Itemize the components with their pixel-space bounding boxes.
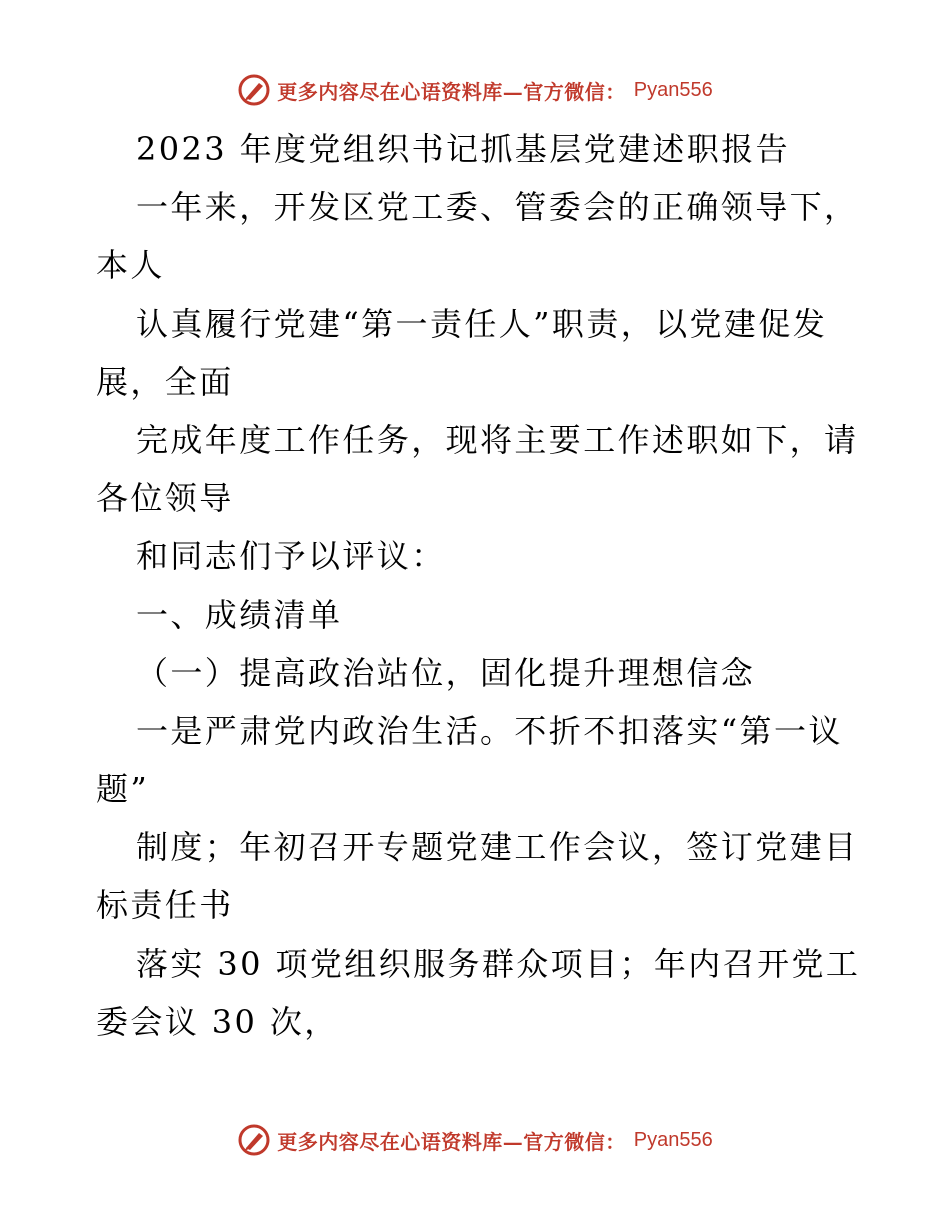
report-title: 2023 年度党组织书记抓基层党建述职报告: [136, 130, 791, 168]
subsection-heading: （一）提高政治站位，固化提升理想信念: [136, 653, 756, 692]
text-line: 标责任书: [96, 886, 234, 925]
document-body: [96, 120, 866, 1051]
text-line: 题”: [96, 770, 150, 809]
text-line: 和同志们予以评议：: [136, 537, 446, 576]
text-line: 一年来，开发区党工委、管委会的正确领导下，: [136, 188, 859, 227]
footer-watermark: [0, 1122, 950, 1158]
section-heading: 一、成绩清单: [136, 595, 343, 634]
text-line: 完成年度工作任务，现将主要工作述职如下，请: [136, 420, 859, 459]
text-line: 本人: [96, 246, 165, 285]
text-line: 各位领导: [96, 479, 234, 518]
text-line: 展，全面: [96, 362, 234, 401]
header-watermark: [0, 72, 950, 108]
text-line: 一是严肃党内政治生活。不折不扣落实“第一议: [136, 711, 843, 750]
watermark-handle: Pyan556: [633, 1128, 713, 1151]
watermark-brand-text: 更多内容尽在心语资料库—官方微信：: [277, 1129, 626, 1154]
text-line: 落实 30 项党组织服务群众项目；年内召开党工: [136, 944, 861, 983]
pen-seal-icon: [237, 73, 271, 107]
watermark-brand-text: 更多内容尽在心语资料库—官方微信：: [277, 79, 626, 104]
pen-seal-icon: [237, 1123, 271, 1157]
text-line: 委会议 30 次，: [96, 1002, 339, 1041]
text-line: 认真履行党建“第一责任人”职责，以党建促发: [136, 304, 828, 343]
watermark-handle: Pyan556: [633, 78, 713, 101]
text-line: 制度；年初召开专题党建工作会议，签订党建目: [136, 828, 859, 867]
